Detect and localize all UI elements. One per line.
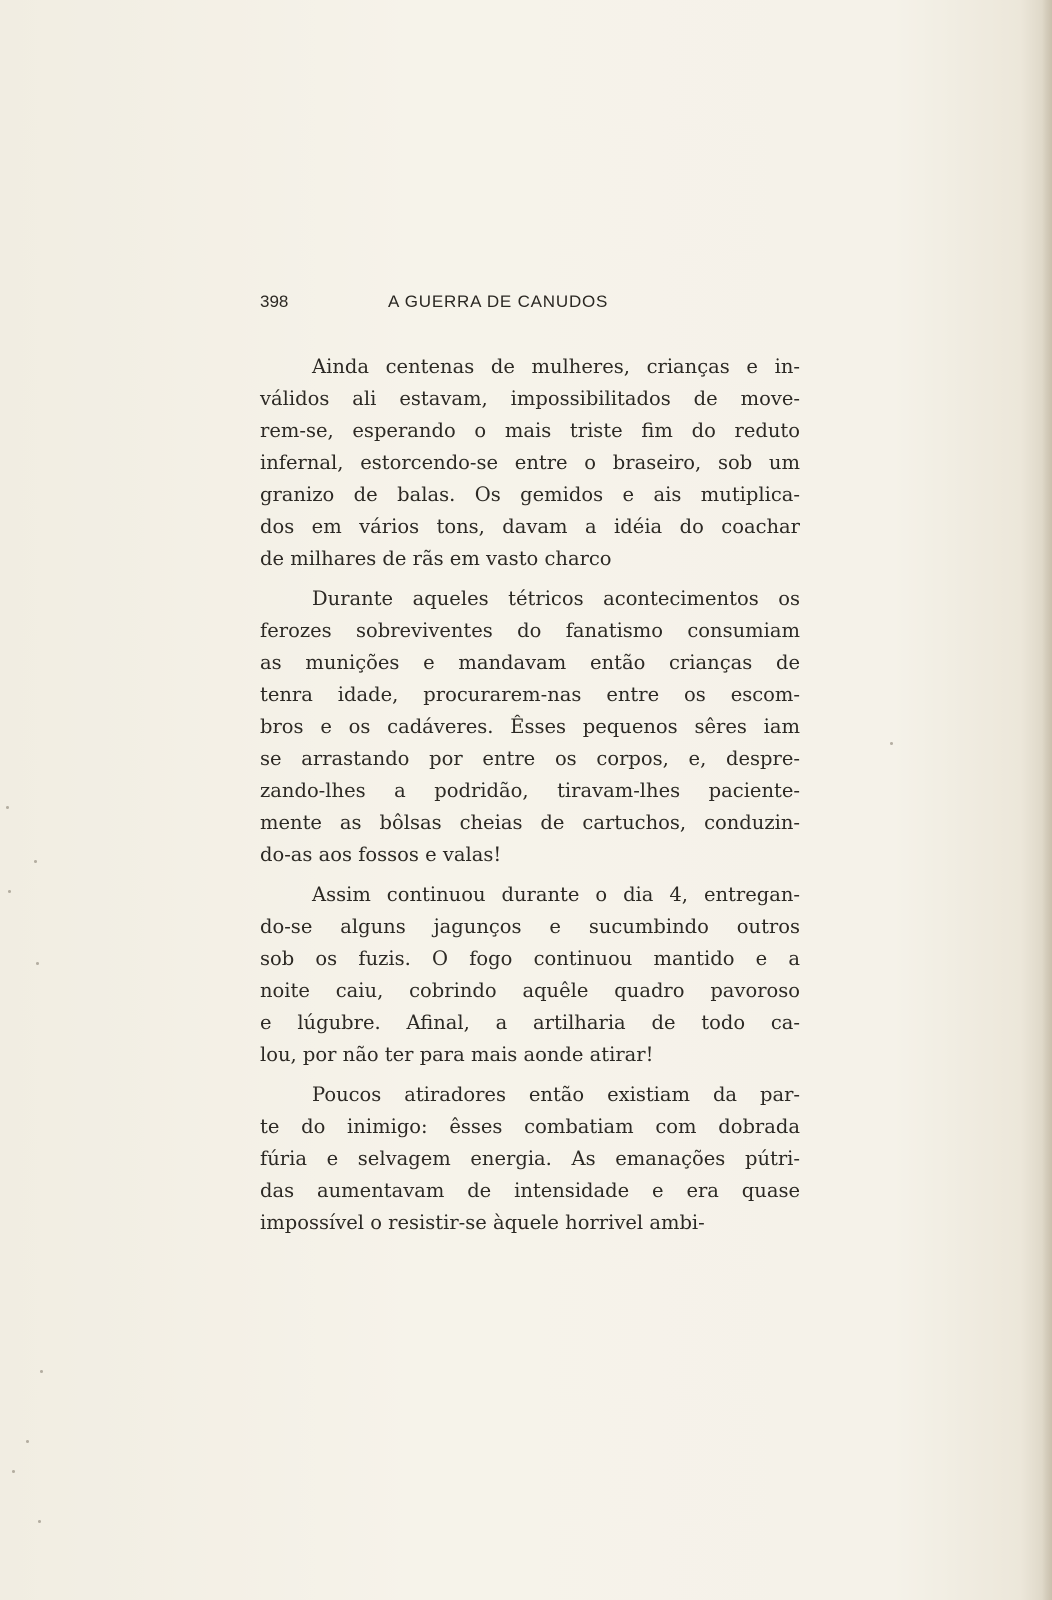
text-line: de milhares de rãs em vasto charco xyxy=(260,547,612,570)
paper-speck xyxy=(36,962,39,965)
text-line: bros e os cadáveres. Êsses pequenos sêres iam xyxy=(260,715,800,738)
text-line: infernal, estorcendo-se entre o braseiro, sob um xyxy=(260,451,800,474)
paper-speck xyxy=(8,890,11,893)
paper-speck xyxy=(12,1470,15,1473)
text-line: válidos ali estavam, impossibilitados de move- xyxy=(260,387,800,410)
text-line: Durante aqueles tétricos acontecimentos os xyxy=(312,587,800,610)
text-line: as munições e mandavam então crianças de xyxy=(260,651,800,674)
text-line: e lúgubre. Afinal, a artilharia de todo ca- xyxy=(260,1011,800,1034)
text-line: tenra idade, procurarem-nas entre os escom- xyxy=(260,683,800,706)
text-line: se arrastando por entre os corpos, e, despre- xyxy=(260,747,800,770)
text-line: das aumentavam de intensidade e era quase xyxy=(260,1179,800,1202)
page-edge-shadow xyxy=(1042,0,1052,1600)
text-line: granizo de balas. Os gemidos e ais mutiplica- xyxy=(260,483,800,506)
paragraph xyxy=(260,583,800,871)
text-line: Ainda centenas de mulheres, crianças e in- xyxy=(312,355,800,378)
text-line: ferozes sobreviventes do fanatismo consumiam xyxy=(260,619,800,642)
paper-speck xyxy=(6,806,9,809)
text-line: do-se alguns jagunços e sucumbindo outros xyxy=(260,915,800,938)
paragraph xyxy=(260,351,800,575)
text-line: fúria e selvagem energia. As emanações pútri- xyxy=(260,1147,800,1170)
paragraph xyxy=(260,879,800,1071)
paper-speck xyxy=(34,860,37,863)
paper-speck xyxy=(40,1370,43,1373)
paper-speck xyxy=(890,742,893,745)
text-line: sob os fuzis. O fogo continuou mantido e a xyxy=(260,947,800,970)
page-number: 398 xyxy=(260,292,289,311)
book-title: A GUERRA DE CANUDOS xyxy=(388,292,609,311)
text-line: mente as bôlsas cheias de cartuchos, conduzin- xyxy=(260,811,800,834)
paper-speck xyxy=(38,1520,41,1523)
text-line: zando-lhes a podridão, tiravam-lhes paciente- xyxy=(260,779,800,802)
text-line: impossível o resistir-se àquele horrivel ambi- xyxy=(260,1211,705,1234)
text-line: noite caiu, cobrindo aquêle quadro pavoroso xyxy=(260,979,800,1002)
running-head xyxy=(260,292,800,316)
text-line: dos em vários tons, davam a idéia do coachar xyxy=(260,515,800,538)
text-line: te do inimigo: êsses combatiam com dobrada xyxy=(260,1115,800,1138)
body-text xyxy=(260,351,800,1247)
text-line: Assim continuou durante o dia 4, entregan- xyxy=(312,883,800,906)
text-line: lou, por não ter para mais aonde atirar! xyxy=(260,1043,654,1066)
text-line: rem-se, esperando o mais triste fim do reduto xyxy=(260,419,800,442)
paper-speck xyxy=(26,1440,29,1443)
text-line: do-as aos fossos e valas! xyxy=(260,843,502,866)
text-line: Poucos atiradores então existiam da par- xyxy=(312,1083,800,1106)
paragraph xyxy=(260,1079,800,1239)
